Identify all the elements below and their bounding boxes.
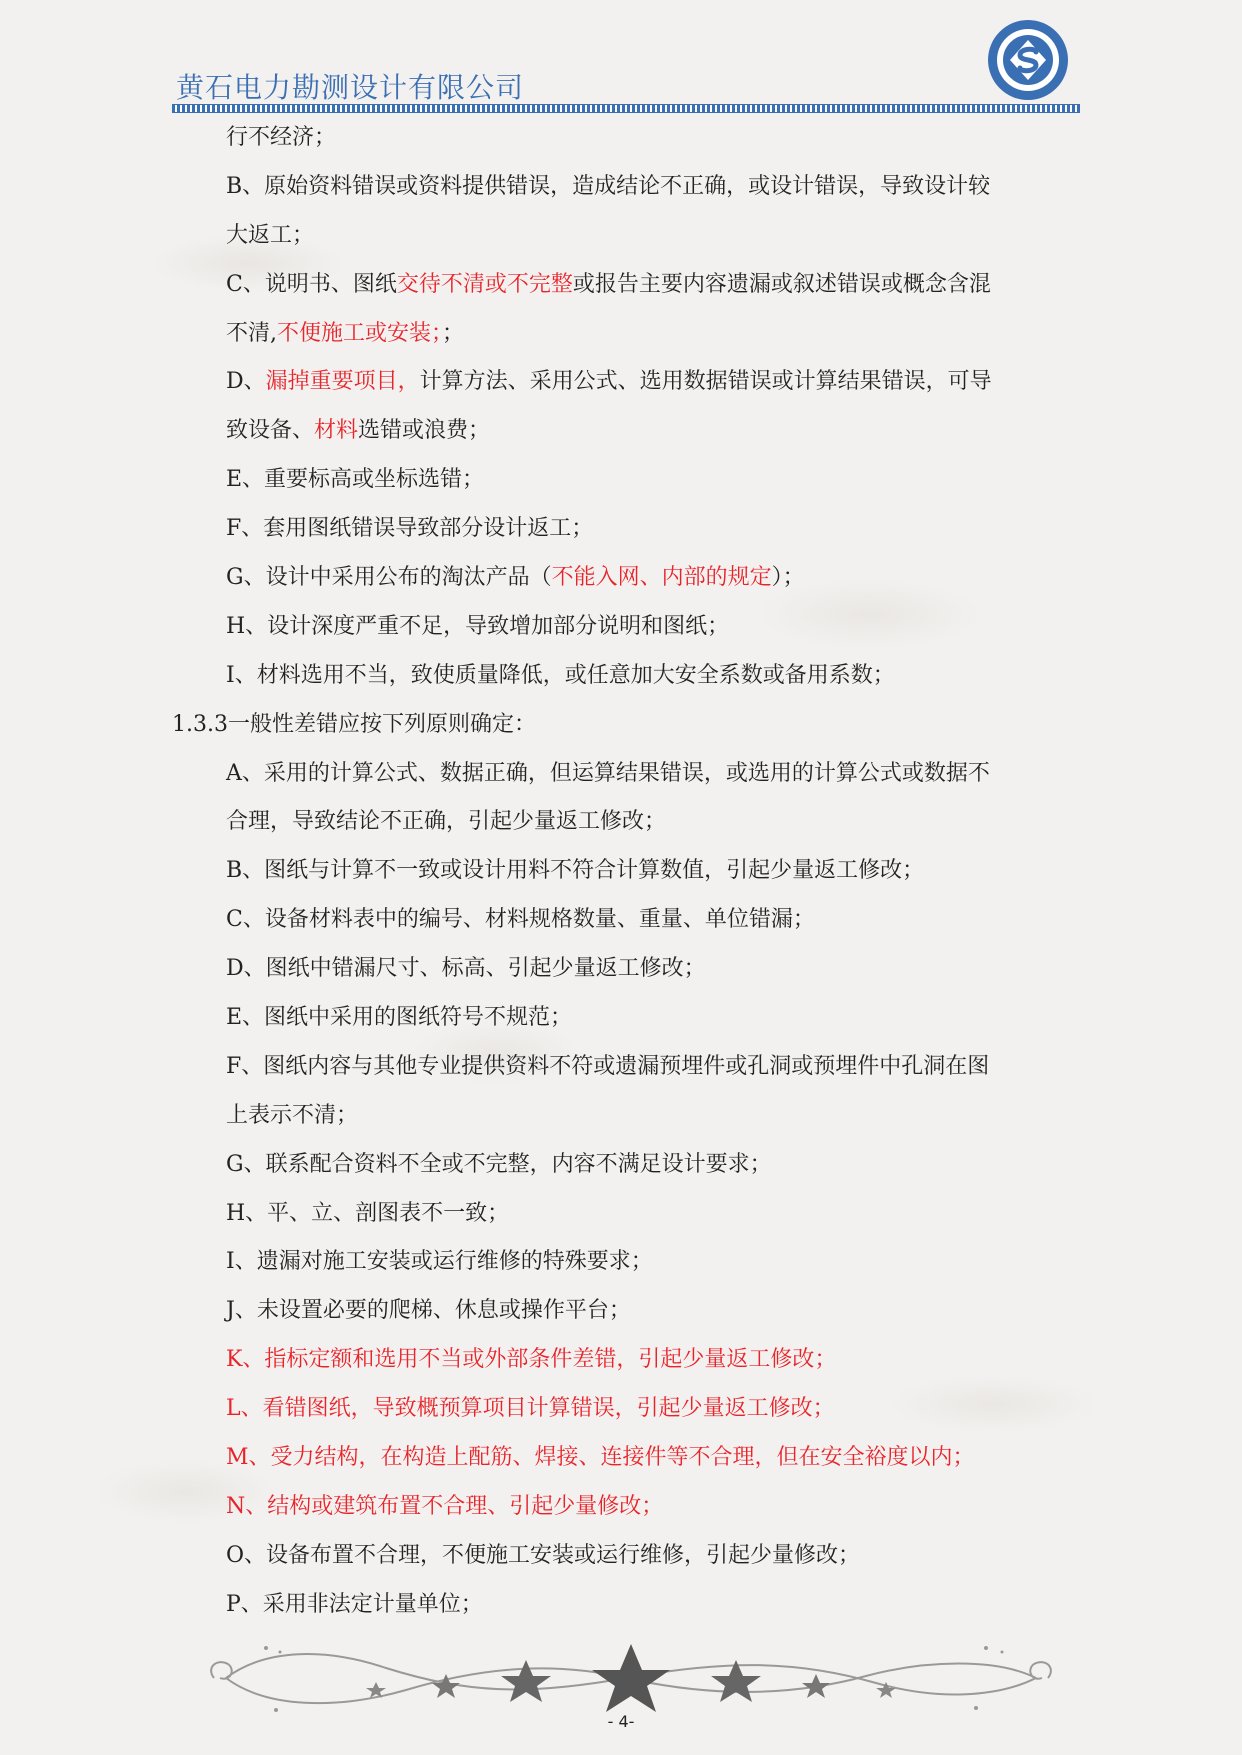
text-segment: 或报告主要内容遗漏或叙述错误或概念含混 [572, 271, 991, 297]
text-segment: 上表示不清； [226, 1102, 359, 1128]
highlighted-text: 材料 [314, 418, 359, 444]
text-segment: A、采用的计算公式、数据正确，但运算结果错误，或选用的计算公式或数据不 [226, 760, 990, 786]
highlighted-text: N、结构或建筑布置不合理、引起少量修改； [226, 1493, 664, 1519]
text-line [172, 1483, 1080, 1532]
text-line [172, 603, 1080, 652]
text-segment: 选错或浪费； [358, 418, 491, 444]
page-number: - 4- [607, 1712, 635, 1731]
text-line [172, 407, 1080, 456]
text-segment: F、套用图纸错误导致部分设计返工； [226, 516, 594, 542]
text-segment: C、说明书、图纸 [226, 271, 397, 297]
text-segment: ； [442, 320, 465, 346]
text-line [172, 505, 1080, 554]
text-segment: 大返工； [226, 222, 315, 248]
text-line [172, 847, 1080, 896]
text-segment: 行不经济； [226, 125, 337, 150]
text-line [172, 1238, 1080, 1287]
text-line [172, 261, 1080, 310]
company-name: 黄石电力勘测设计有限公司 [176, 71, 525, 104]
text-segment: F、图纸内容与其他专业提供资料不符或遗漏预埋件或孔洞或预埋件中孔洞在图 [226, 1053, 990, 1079]
text-segment: G、联系配合资料不全或不完整，内容不满足设计要求； [226, 1151, 772, 1177]
text-segment: ）； [771, 565, 805, 591]
text-line [172, 114, 1080, 163]
text-line [172, 310, 1080, 359]
text-segment: H、平、立、剖图表不一致； [226, 1200, 510, 1226]
text-line [172, 1092, 1080, 1141]
text-line [172, 358, 1080, 407]
highlighted-text: K、指标定额和选用不当或外部条件差错，引起少量返工修改； [226, 1347, 837, 1373]
highlighted-text: 不能入网、内部的规定 [551, 565, 772, 591]
company-logo-icon [986, 18, 1070, 102]
document-body [172, 114, 1080, 1630]
text-line [172, 1141, 1080, 1190]
text-line [172, 750, 1080, 799]
text-line [172, 896, 1080, 945]
text-segment: 致设备、 [226, 418, 315, 444]
text-line [172, 945, 1080, 994]
text-line [172, 554, 1080, 603]
text-segment: D、图纸中错漏尺寸、标高、引起少量返工修改； [226, 956, 706, 982]
highlighted-text: 漏掉重要项目， [265, 369, 420, 395]
text-line [172, 163, 1080, 212]
text-segment: H、设计深度严重不足，导致增加部分说明和图纸； [226, 613, 730, 639]
text-line [172, 1581, 1080, 1630]
page-header [172, 62, 1080, 112]
text-line [172, 1532, 1080, 1581]
text-line [172, 798, 1080, 847]
text-segment: 合理，导致结论不正确，引起少量返工修改； [226, 809, 667, 835]
text-segment: O、设备布置不合理，不便施工安装或运行维修，引起少量修改； [226, 1542, 861, 1568]
text-segment: 1.3.3一般性差错应按下列原则确定： [172, 711, 536, 737]
text-line [172, 1385, 1080, 1434]
text-segment: P、采用非法定计量单位； [226, 1591, 483, 1617]
star-ornament-icon [206, 1638, 1056, 1718]
highlighted-text: M、受力结构，在构造上配筋、焊接、连接件等不合理，但在安全裕度以内； [226, 1445, 975, 1471]
text-line [172, 1336, 1080, 1385]
text-segment: D、 [226, 369, 266, 395]
text-line [172, 652, 1080, 701]
highlighted-text: L、看错图纸，导致概预算项目计算错误，引起少量返工修改； [226, 1396, 835, 1422]
text-segment: E、重要标高或坐标选错； [226, 467, 485, 493]
text-line [172, 1434, 1080, 1483]
highlighted-text: 交待不清或不完整 [396, 271, 573, 297]
text-segment: C、设备材料表中的编号、材料规格数量、重量、单位错漏； [226, 907, 815, 933]
text-line [172, 1043, 1080, 1092]
text-segment: J、未设置必要的爬梯、休息或操作平台； [226, 1298, 631, 1324]
text-segment: I、材料选用不当，致使质量降低，或任意加大安全系数或备用系数； [226, 662, 895, 688]
text-segment: B、原始资料错误或资料提供错误，造成结论不正确，或设计错误，导致设计较 [226, 173, 991, 199]
text-line [172, 1287, 1080, 1336]
text-line [172, 212, 1080, 261]
text-segment: I、遗漏对施工安装或运行维修的特殊要求； [226, 1249, 653, 1275]
text-segment: G、设计中采用公布的淘汰产品（ [226, 565, 552, 591]
text-line [172, 1190, 1080, 1239]
highlighted-text: 不便施工或安装； [277, 320, 443, 346]
text-segment: 计算方法、采用公式、选用数据错误或计算结果错误，可导 [419, 369, 992, 395]
text-segment: B、图纸与计算不一致或设计用料不符合计算数值，引起少量返工修改； [226, 858, 925, 884]
text-segment: E、图纸中采用的图纸符号不规范； [226, 1005, 573, 1031]
text-line [172, 701, 1080, 750]
text-segment: 不清, [226, 320, 277, 346]
text-line [172, 456, 1080, 505]
header-rule [172, 104, 1080, 113]
text-line [172, 994, 1080, 1043]
